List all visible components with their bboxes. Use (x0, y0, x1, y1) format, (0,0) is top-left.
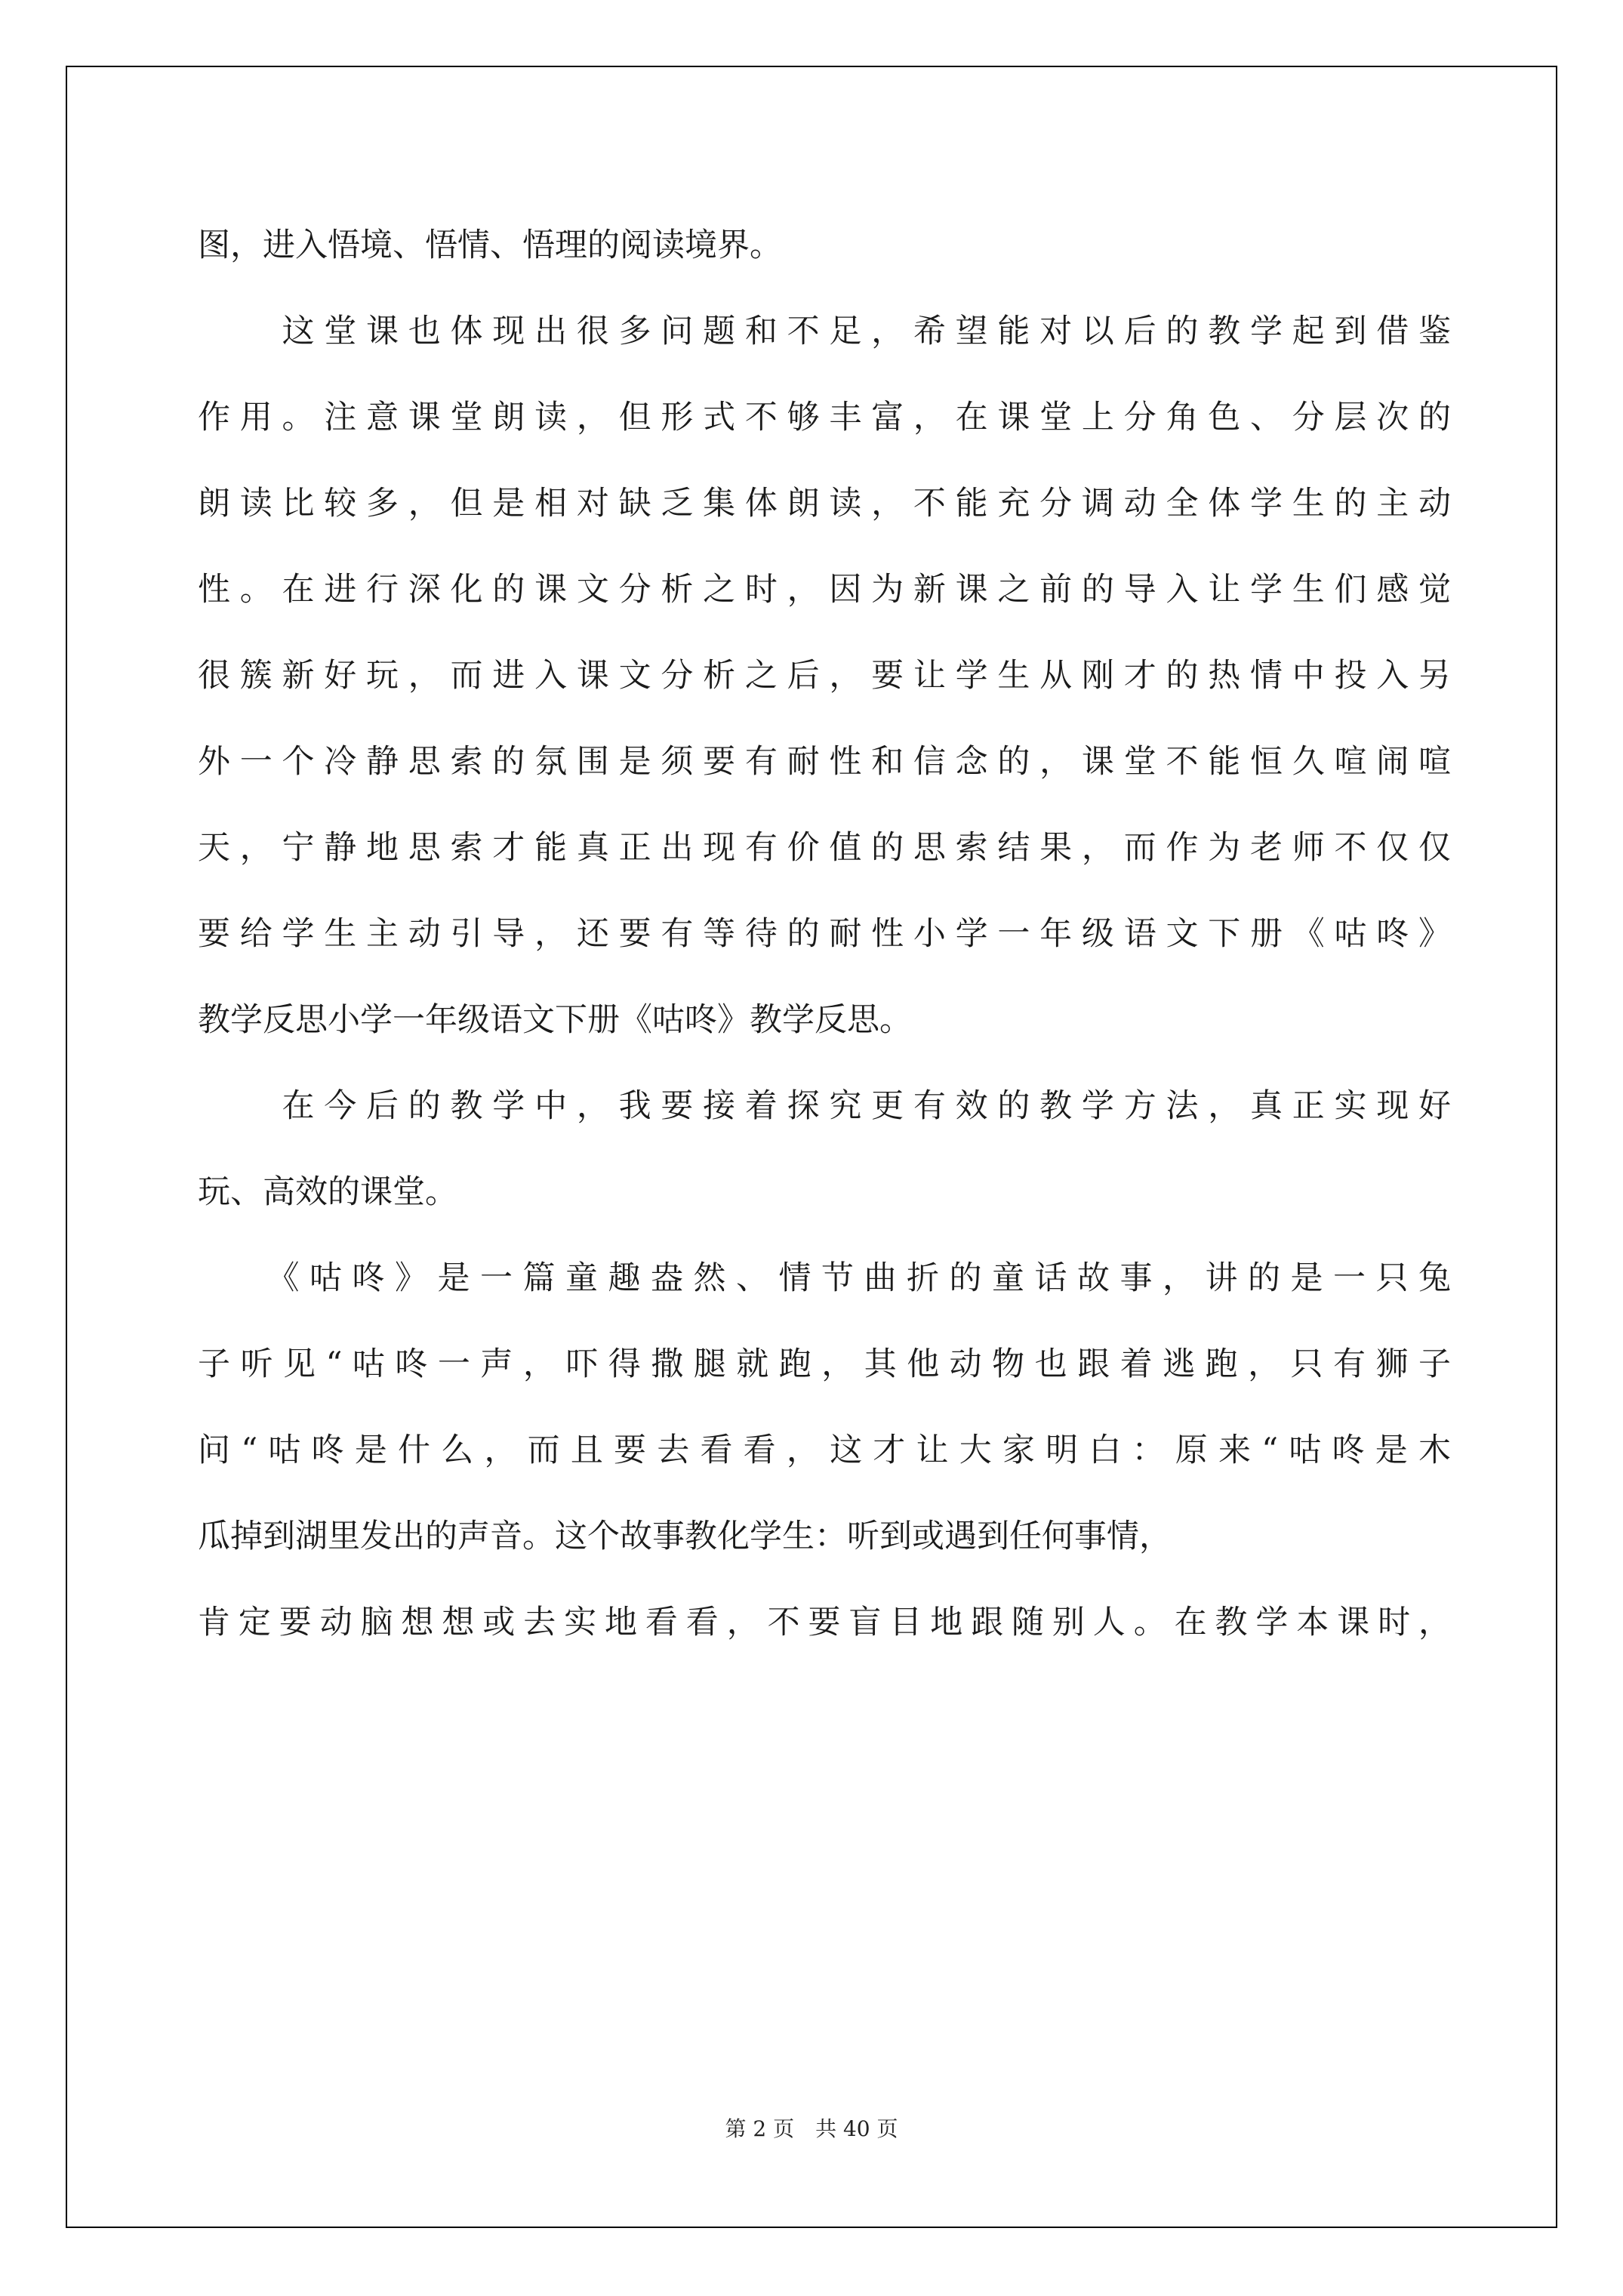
document-body (198, 202, 1451, 1666)
text-line: 要给学生主动引导，还要有等待的耐性小学一年级语文下册《咕咚》 (198, 915, 1451, 953)
text-line: 在今后的教学中，我要接着探究更有效的教学方法，真正实现好 (198, 1087, 1451, 1125)
page-footer: 第 2 页 共 40 页 (725, 2116, 898, 2141)
text-line: 外一个冷静思索的氛围是须要有耐性和信念的，课堂不能恒久喧闹喧 (198, 743, 1451, 781)
text-line: 作用。注意课堂朗读，但形式不够丰富，在课堂上分角色、分层次的 (198, 399, 1451, 436)
text-line: 性。在进行深化的课文分析之时，因为新课之前的导入让学生们感觉 (198, 571, 1451, 609)
text-line: 瓜掉到湖里发出的声音。这个故事教化学生：听到或遇到任何事情， (198, 1518, 1172, 1555)
text-line: 玩、高效的课堂。 (198, 1173, 457, 1211)
text-line: 教学反思小学一年级语文下册《咕咚》教学反思。 (198, 1001, 912, 1039)
text-line: 天，宁静地思索才能真正出现有价值的思索结果，而作为老师不仅仅 (198, 829, 1451, 867)
text-line: 这堂课也体现出很多问题和不足，希望能对以后的教学起到借鉴 (198, 313, 1451, 350)
text-line: 子听见“咕咚一声，吓得撒腿就跑，其他动物也跟着逃跑，只有狮子 (198, 1345, 1451, 1383)
text-line: 问“咕咚是什么，而且要去看看，这才让大家明白：原来“咕咚是木 (198, 1432, 1451, 1469)
text-line: 《咕咚》是一篇童趣盎然、情节曲折的童话故事，讲的是一只兔 (198, 1259, 1451, 1297)
text-line: 朗读比较多，但是相对缺乏集体朗读，不能充分调动全体学生的主动 (198, 485, 1451, 522)
text-line: 肯定要动脑想想或去实地看看，不要盲目地跟随别人。在教学本课时， (198, 1604, 1451, 1641)
text-line: 很簇新好玩，而进入课文分析之后，要让学生从刚才的热情中投入另 (198, 657, 1451, 695)
text-line: 图，进入悟境、悟情、悟理的阅读境界。 (198, 227, 782, 264)
